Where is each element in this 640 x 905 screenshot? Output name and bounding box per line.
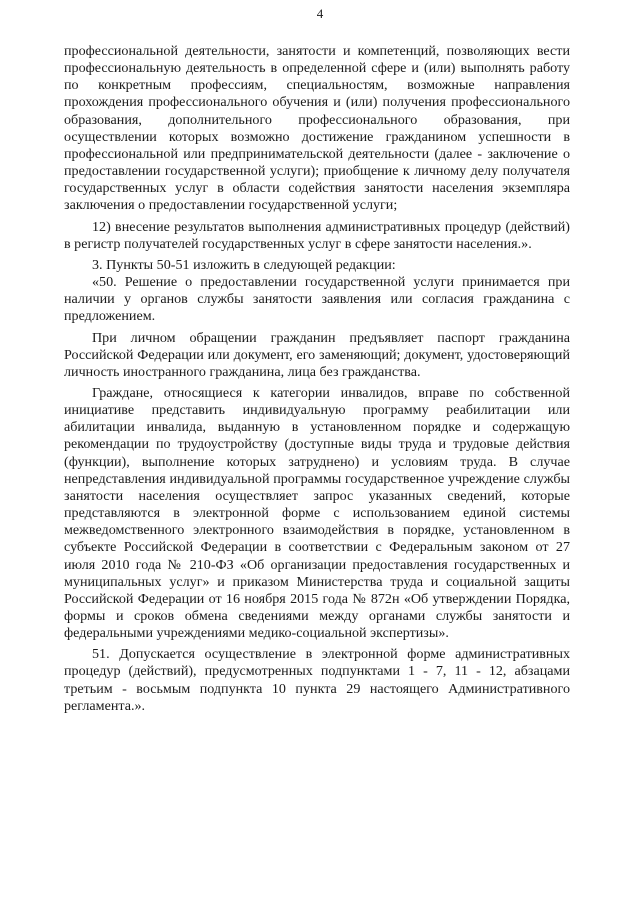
paragraph-continuation: профессиональной деятельности, занятости и компетенций, позволяющих вести профессиональную деятельность в определенной сфере и (или) выполнять работу по конкретным профессиям, специальностям, возможные направления прохождения профессионального обучения и (или) получения профессионального образования, дополнительного профессионального образования, при осуществлении которых возможно достижение гражданином успешности в профессиональной или предпринимательской деятельности (далее - заключение о предоставлении государственной услуги); приобщение к личному делу получателя государственных услуг в области содействия занятости населения экземпляра заключения о предоставлении государственной услуги; xyxy=(64,43,570,214)
paragraph-disabled-citizens: Граждане, относящиеся к категории инвалидов, вправе по собственной инициативе представить индивидуальную программу реабилитации или абилитации инвалида, выданную в установленном порядке и содержащую рекомендации по трудоустройству (доступные виды труда и трудовые действия (функции), выполнение которых затруднено) и условиям труда. В случае непредставления индивидуальной программы государственное учреждение службы занятости населения осуществляет запрос указанных сведений, которые представляются в электронной форме с использованием единой системы межведомственного электронного взаимодействия в порядке, установленном в субъекте Российской Федерации в соответствии с Федеральным законом от 27 июля 2010 года № 210-ФЗ «Об организации предоставления государственных и муниципальных услуг» и приказом Министерства труда и социальной защиты Российской Федерации от 16 ноября 2015 года № 872н «Об утверждении Порядка, формы и сроков обмена сведениями между органами службы занятости и федеральными учреждениями медико-социальной экспертизы». xyxy=(64,384,570,642)
paragraph-point-50: «50. Решение о предоставлении государственной услуги принимается при наличии у органов службы занятости заявления или согласия гражданина с предложением. xyxy=(64,274,570,325)
paragraph-point-51: 51. Допускается осуществление в электронной форме административных процедур (действий), предусмотренных подпунктами 1 - 7, 11 - 12, абзацами третьим - восьмым подпункта 10 пункта 29 настоящего Административного регламента.». xyxy=(64,646,570,714)
paragraph-amendment-3: 3. Пункты 50-51 изложить в следующей редакции: xyxy=(92,256,396,273)
paragraph-item-12: 12) внесение результатов выполнения административных процедур (действий) в регистр получателей государственных услуг в сфере занятости населения.». xyxy=(64,218,570,252)
paragraph-personal-appeal: При личном обращении гражданин предъявляет паспорт гражданина Российской Федерации или документ, его заменяющий; документ, удостоверяющий личность иностранного гражданина, лица без гражданства. xyxy=(64,329,570,380)
document-body xyxy=(64,43,570,715)
page-number: 4 xyxy=(316,6,324,21)
